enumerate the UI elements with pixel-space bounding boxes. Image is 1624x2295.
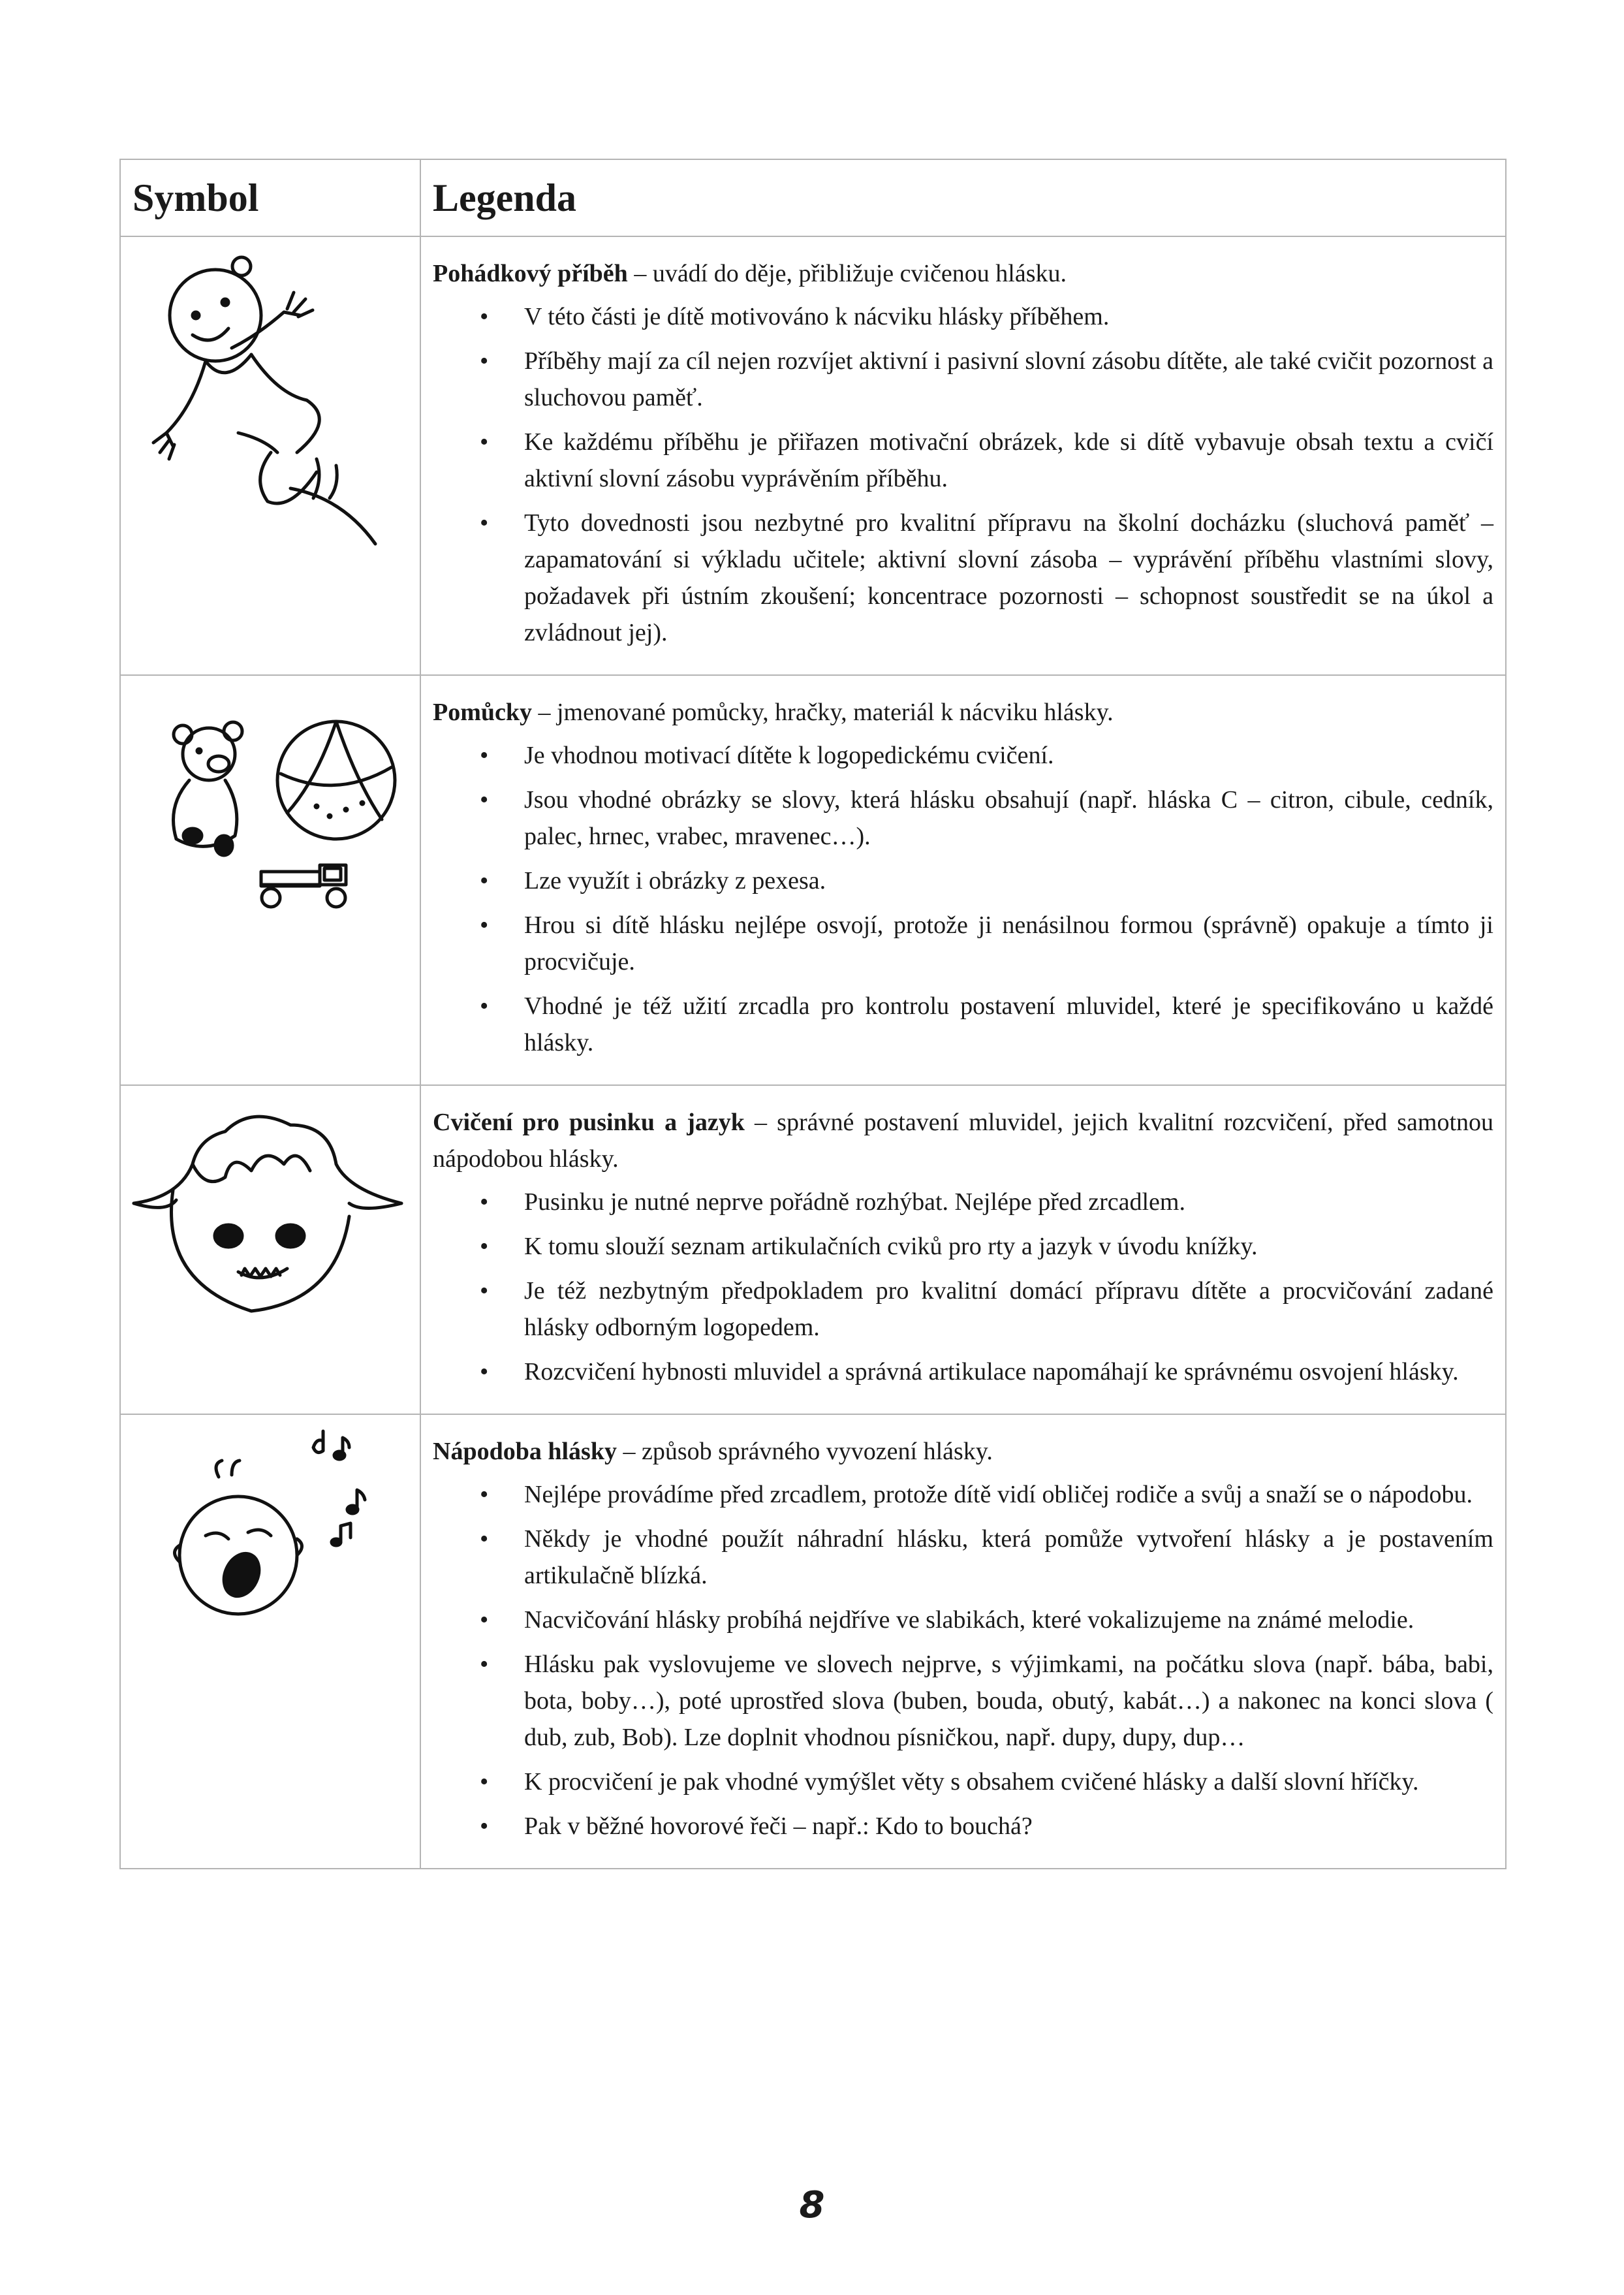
list-item: • V této části je dítě motivováno k nácviku hlásky příběhem. [433,298,1493,335]
legend-intro-text: – správné postavení mluvidel, jejich kvalitní rozcvičení, před samotnou nápodobou hlásky. [433,1109,1494,1173]
list-item: • Pusinku je nutné neprve pořádně rozhýbat. Nejlépe před zrcadlem. [433,1184,1493,1220]
list-item: • Hrou si dítě hlásku nejlépe osvojí, protože ji nenásilnou formou (správně) opakuje a tímto ji procvičuje. [433,907,1493,980]
legend-cell [420,1414,1506,1869]
legend-intro [433,1433,1493,1470]
list-item: • Někdy je vhodné použít náhradní hlásku, která pomůže vytvoření hlásky a je postavením artikulačně blízká. [433,1521,1493,1594]
list-item: • Pak v běžné hovorové řeči – např.: Kdo to bouchá? [433,1808,1493,1844]
legend-cell [420,675,1506,1085]
list-item: • Nacvičování hlásky probíhá nejdříve ve slabikách, které vokalizujeme na známé melodie. [433,1602,1493,1638]
list-item: • Hlásku pak vyslovujeme ve slovech nejprve, s výjimkami, na počátku slova (např. bába, babi, bota, boby…), poté uprostřed slova (buben, bouda, obutý, kabát…) a nakonec na konci slova ( dub, zub, Bob). Lze doplnit vhodnou písničkou, např. dupy, dupy, dup… [433,1646,1493,1756]
list-item: • Tyto dovednosti jsou nezbytné pro kvalitní přípravu na školní docházku (sluchová paměť – zapamatování si výkladu učitele; aktivní slovní zásoba – vyprávění příběhu vlastními slovy, požadavek při ústním zkoušení; koncentrace pozornosti – schopnost soustředit se na úkol a zvládnout jej). [433,505,1493,651]
legend-points [433,737,1493,1061]
legend-intro-text: – způsob správného vyvození hlásky. [616,1438,993,1465]
legend-points [433,1476,1493,1844]
smiling-face-icon [121,1086,420,1432]
legend-intro-text: – uvádí do děje, přibližuje cvičenou hlásku. [627,260,1067,287]
legend-intro [433,255,1493,292]
legend-title: Nápodoba hlásky [433,1438,617,1465]
legend-cell [420,1085,1506,1414]
legend-title: Pohádkový příběh [433,260,628,287]
list-item: • Nejlépe provádíme před zrcadlem, protože dítě vidí obličej rodiče a svůj a snaží se o nápodobu. [433,1476,1493,1513]
list-item: • K procvičení je pak vhodné vymýšlet věty s obsahem cvičené hlásky a další slovní hříčky. [433,1764,1493,1800]
legend-points [433,1184,1493,1390]
legend-title: Cvičení pro pusinku a jazyk [433,1109,745,1136]
table-header-row [120,159,1506,236]
legend-intro-text: – jmenované pomůcky, hračky, materiál k nácviku hlásky. [532,699,1114,726]
table-row [120,675,1506,1085]
symbol-cell [120,1085,420,1414]
list-item: • K tomu slouží seznam artikulačních cviků pro rty a jazyk v úvodu knížky. [433,1228,1493,1265]
list-item: • Příběhy mají za cíl nejen rozvíjet aktivní i pasivní slovní zásobu dítěte, ale také cvičit pozornost a sluchovou paměť. [433,343,1493,416]
header-symbol: Symbol [120,159,420,236]
legend-points [433,298,1493,651]
table-row [120,236,1506,675]
list-item: • Je vhodnou motivací dítěte k logopedickému cvičení. [433,737,1493,774]
toys-teddy-ball-car-icon [121,676,420,1068]
legend-intro [433,1104,1493,1177]
fairy-tale-child-icon [121,237,420,655]
symbol-cell [120,675,420,1085]
legend-intro [433,694,1493,731]
legend-title: Pomůcky [433,699,532,726]
list-item: • Lze využít i obrázky z pexesa. [433,863,1493,899]
legend-cell [420,236,1506,675]
page-number: 8 [799,2184,825,2226]
list-item: • Je též nezbytným předpokladem pro kvalitní domácí přípravu dítěte a procvičování zadané hlásky odborným logopedem. [433,1273,1493,1346]
singing-face-notes-icon [121,1415,420,1989]
symbol-cell [120,236,420,675]
symbol-legend-table [119,159,1507,1869]
header-legend: Legenda [420,159,1506,236]
table-row [120,1085,1506,1414]
table-row [120,1414,1506,1869]
symbol-cell [120,1414,420,1869]
list-item: • Rozcvičení hybnosti mluvidel a správná artikulace napomáhají ke správnému osvojení hlásky. [433,1353,1493,1390]
list-item: • Vhodné je též užití zrcadla pro kontrolu postavení mluvidel, které je specifikováno u každé hlásky. [433,988,1493,1061]
list-item: • Ke každému příběhu je přiřazen motivační obrázek, kde si dítě vybavuje obsah textu a cvičí aktivní slovní zásobu vyprávěním příběhu. [433,424,1493,497]
list-item: • Jsou vhodné obrázky se slovy, která hlásku obsahují (např. hláska C – citron, cibule, cedník, palec, hrnec, vrabec, mravenec…). [433,782,1493,855]
